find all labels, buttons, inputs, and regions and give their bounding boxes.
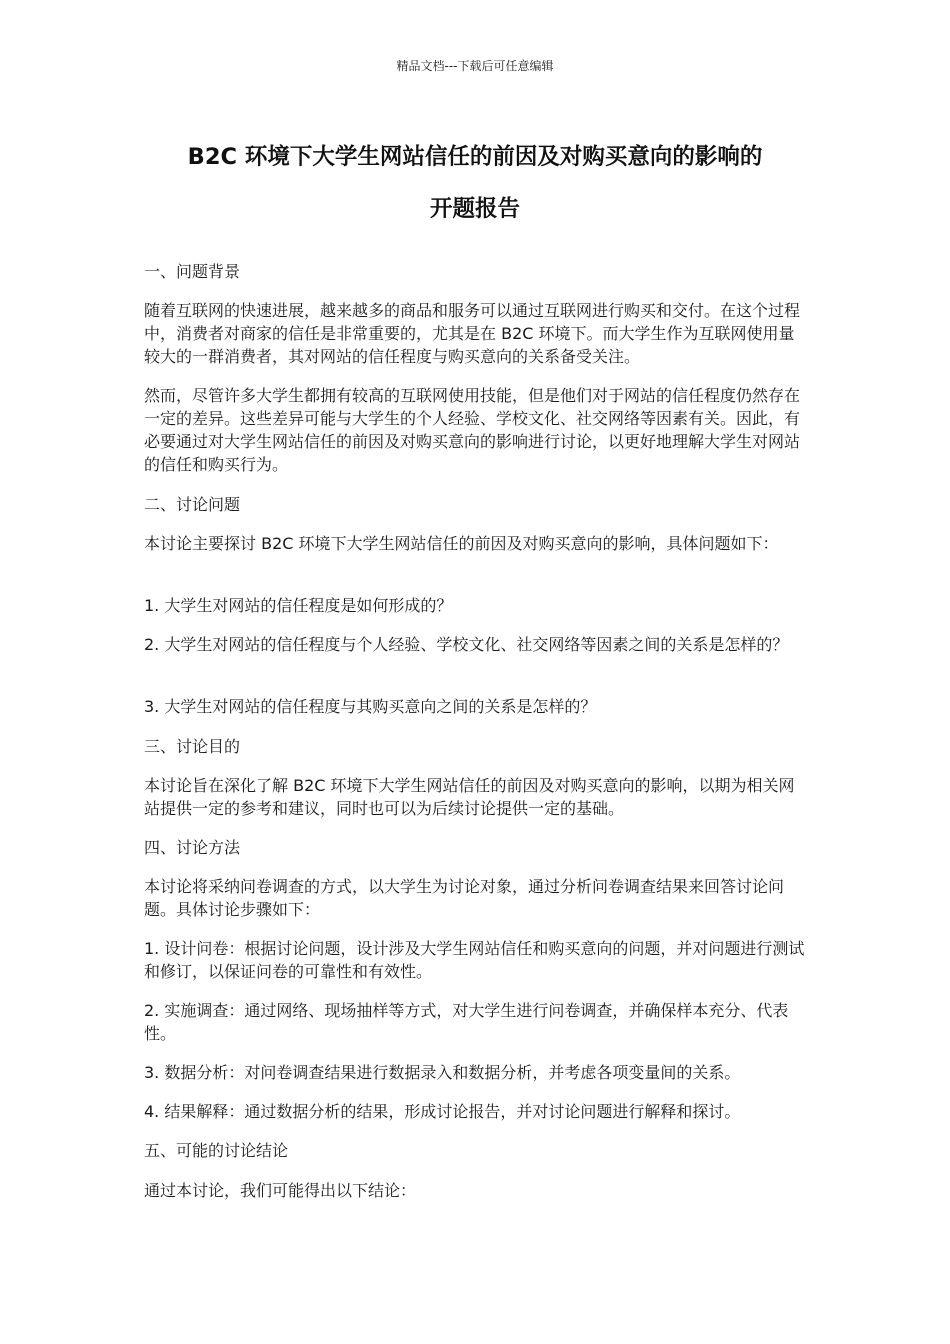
section-heading-purpose: 三、讨论目的 bbox=[144, 737, 241, 756]
purpose-paragraph: 本讨论旨在深化了解 B2C 环境下大学生网站信任的前因及对购买意向的影响，以期为相关网站提供一定的参考和建议，同时也可以为后续讨论提供一定的基础。 bbox=[144, 776, 795, 818]
method-intro: 本讨论将采纳问卷调查的方式，以大学生为讨论对象，通过分析问卷调查结果来回答讨论问题。具体讨论步骤如下： bbox=[144, 877, 785, 919]
method-step-2: 2. 实施调查：通过网络、现场抽样等方式，对大学生进行问卷调查，并确保样本充分、代表性。 bbox=[144, 1001, 789, 1043]
conclusion-intro: 通过本讨论，我们可能得出以下结论： bbox=[144, 1181, 417, 1200]
questions-intro: 本讨论主要探讨 B2C 环境下大学生网站信任的前因及对购买意向的影响，具体问题如下： bbox=[144, 534, 779, 553]
section-heading-conclusion: 五、可能的讨论结论 bbox=[144, 1141, 289, 1160]
background-paragraph-1: 随着互联网的快速进展，越来越多的商品和服务可以通过互联网进行购买和交付。在这个过程中，消费者对商家的信任是非常重要的，尤其是在 B2C 环境下。而大学生作为互联网使用量较大的一群消费者，其对网站的信任程度与购买意向的关系备受关注。 bbox=[144, 301, 801, 366]
method-step-1: 1. 设计问卷：根据讨论问题，设计涉及大学生网站信任和购买意向的问题，并对问题进行测试和修订，以保证问卷的可靠性和有效性。 bbox=[144, 939, 805, 981]
method-step-4: 4. 结果解释：通过数据分析的结果，形成讨论报告，并对讨论问题进行解释和探讨。 bbox=[144, 1102, 741, 1121]
title-line-1: B2C 环境下大学生网站信任的前因及对购买意向的影响的 bbox=[187, 144, 763, 170]
question-item-2: 2. 大学生对网站的信任程度与个人经验、学校文化、社交网络等因素之间的关系是怎样的？ bbox=[144, 635, 789, 654]
title-line-2: 开题报告 bbox=[429, 196, 520, 222]
question-item-1: 1. 大学生对网站的信任程度是如何形成的？ bbox=[144, 596, 453, 615]
question-item-3: 3. 大学生对网站的信任程度与其购买意向之间的关系是怎样的？ bbox=[144, 697, 597, 716]
section-heading-questions: 二、讨论问题 bbox=[144, 495, 241, 514]
background-paragraph-2: 然而，尽管许多大学生都拥有较高的互联网使用技能，但是他们对于网站的信任程度仍然存在一定的差异。这些差异可能与大学生的个人经验、学校文化、社交网络等因素有关。因此，有必要通过对大学生网站信任的前因及对购买意向的影响进行讨论，以更好地理解大学生对网站的信任和购买行为。 bbox=[144, 386, 801, 474]
section-heading-method: 四、讨论方法 bbox=[144, 838, 241, 857]
header-note: 精品文档---下载后可任意编辑 bbox=[396, 59, 554, 73]
section-heading-background: 一、问题背景 bbox=[144, 262, 241, 281]
method-step-3: 3. 数据分析：对问卷调查结果进行数据录入和数据分析，并考虑各项变量间的关系。 bbox=[144, 1063, 741, 1082]
document-title bbox=[100, 131, 850, 235]
